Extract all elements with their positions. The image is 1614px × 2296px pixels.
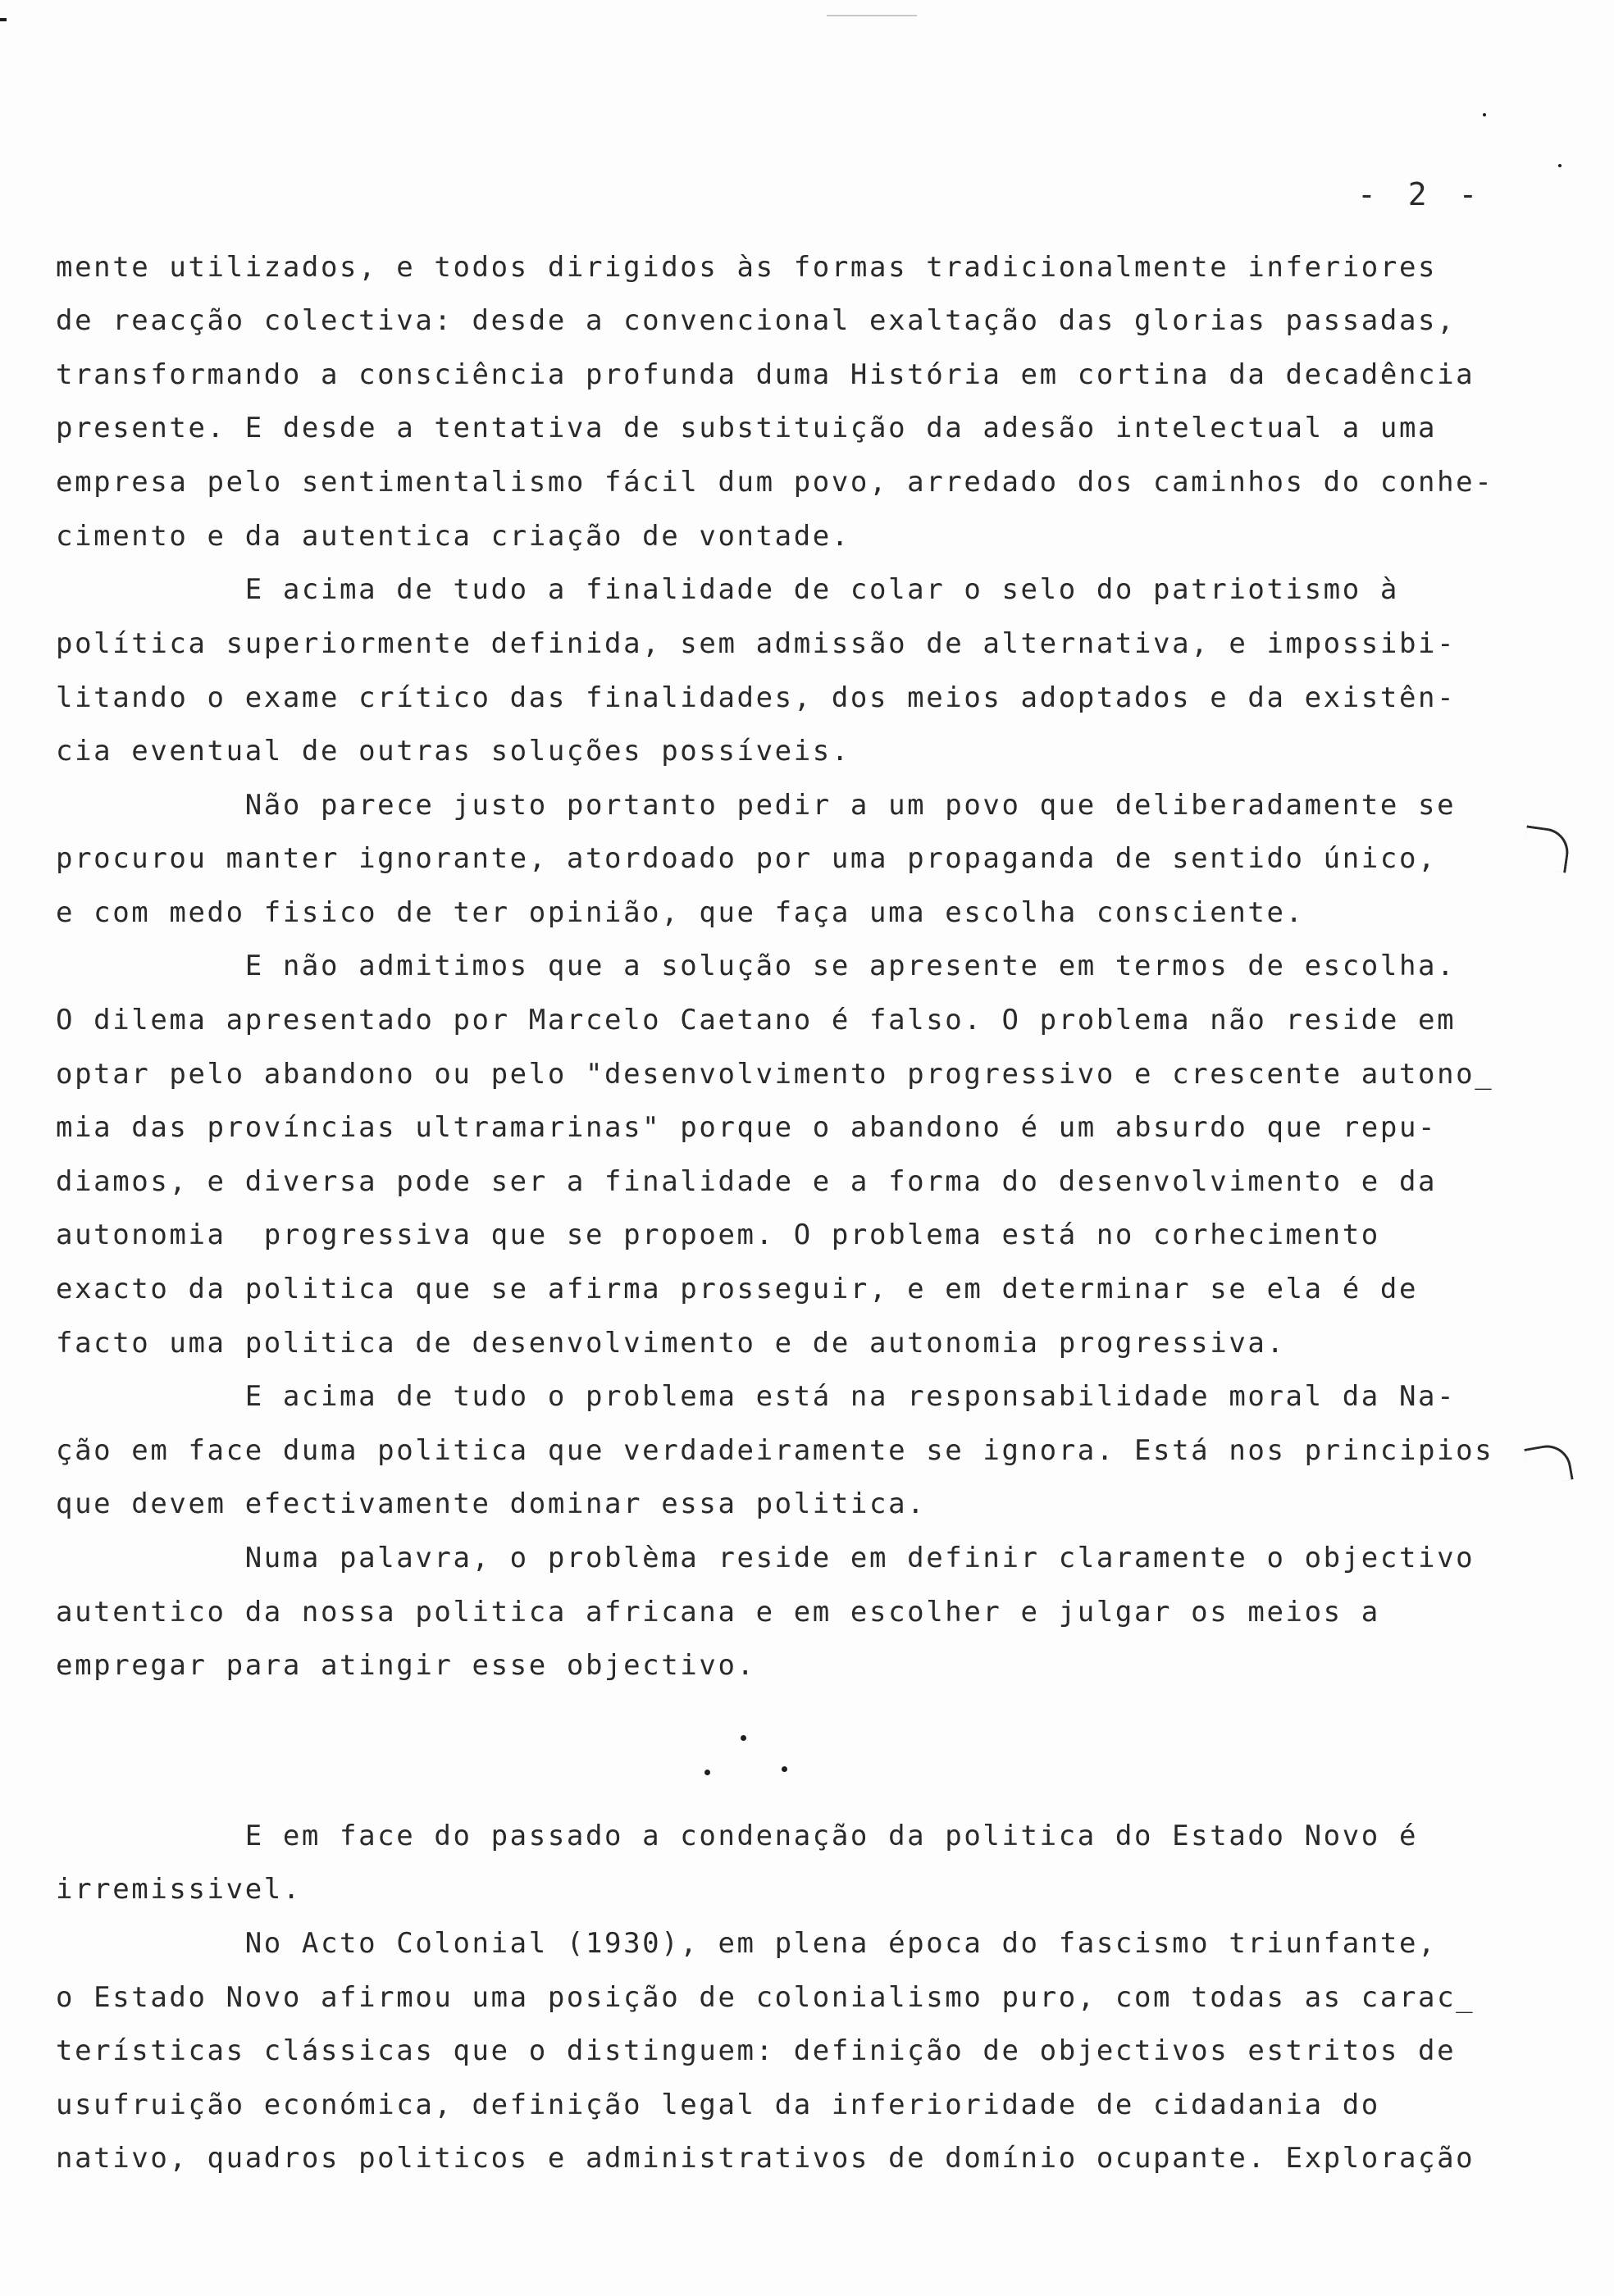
text-line: que devem efectivamente dominar essa politica. (56, 1487, 927, 1520)
text-line: Numa palavra, o problèma reside em definir claramente o objectivo (56, 1542, 1475, 1574)
text-line: empregar para atingir esse objectivo. (56, 1649, 756, 1682)
text-line: mia das províncias ultramarinas" porque o abandono é um absurdo que repu- (56, 1111, 1438, 1144)
scan-speck (1558, 164, 1562, 167)
text-line: ção em face duma politica que verdadeiramente se ignora. Está nos principios (56, 1434, 1494, 1467)
text-line: Não parece justo portanto pedir a um povo que deliberadamente se (56, 789, 1457, 822)
text-line: terísticas clássicas que o distinguem: definição de objectivos estritos de (56, 2034, 1457, 2067)
text-line: facto uma politica de desenvolvimento e de autonomia progressiva. (56, 1327, 1286, 1360)
scan-speck (1483, 113, 1486, 116)
text-line: irremissivel. (56, 1873, 302, 1906)
text-line: política superiormente definida, sem admissão de alternativa, e impossibi- (56, 627, 1457, 660)
margin-bracket-mark (1521, 825, 1572, 872)
text-line: transformando a consciência profunda duma História em cortina da decadência (56, 358, 1475, 391)
text-line: E não admitimos que a solução se apresente em termos de escolha. (56, 950, 1457, 982)
text-line: empresa pelo sentimentalismo fácil dum povo, arredado dos caminhos do conhe- (56, 466, 1494, 499)
text-line: e com medo fisico de ter opinião, que faça uma escolha consciente. (56, 896, 1305, 929)
text-line: usufruição económica, definição legal da inferioridade de cidadania do (56, 2089, 1380, 2121)
text-line: optar pelo abandono ou pelo "desenvolvimento progressivo e crescente autono_ (56, 1058, 1494, 1091)
text-line: procurou manter ignorante, atordoado por uma propaganda de sentido único, (56, 842, 1438, 875)
text-line: E acima de tudo a finalidade de colar o selo do patriotismo à (56, 573, 1399, 606)
text-line: de reacção colectiva: desde a convencional exaltação das glorias passadas, (56, 304, 1457, 337)
text-line: diamos, e diversa pode ser a finalidade e a forma do desenvolvimento e da (56, 1165, 1438, 1198)
text-line: E acima de tudo o problema está na responsabilidade moral da Na- (56, 1380, 1457, 1413)
page-number: - 2 - (1357, 176, 1484, 212)
text-line: O dilema apresentado por Marcelo Caetano é falso. O problema não reside em (56, 1004, 1457, 1036)
text-line: o Estado Novo afirmou uma posição de colonialismo puro, com todas as carac_ (56, 1981, 1475, 2014)
separator-dot (741, 1735, 746, 1741)
text-line: autonomia progressiva que se propoem. O problema está no corhecimento (56, 1219, 1380, 1251)
scan-speck (827, 15, 917, 16)
text-line: cia eventual de outras soluções possíveis. (56, 735, 850, 768)
scan-speck (0, 18, 7, 21)
text-line: presente. E desde a tentativa de substituição da adesão intelectual a uma (56, 412, 1438, 444)
separator-dot (704, 1770, 710, 1775)
separator-dot (782, 1766, 787, 1772)
text-line: mente utilizados, e todos dirigidos às formas tradicionalmente inferiores (56, 251, 1438, 284)
text-line: litando o exame crítico das finalidades, dos meios adoptados e da existên- (56, 681, 1457, 714)
text-line: exacto da politica que se afirma prosseguir, e em determinar se ela é de (56, 1273, 1419, 1305)
text-line: nativo, quadros politicos e administrativos de domínio ocupante. Exploração (56, 2142, 1475, 2175)
text-line: cimento e da autentica criação de vontade. (56, 520, 850, 553)
text-line: E em face do passado a condenação da politica do Estado Novo é (56, 1820, 1419, 1852)
text-line: No Acto Colonial (1930), em plena época do fascismo triunfante, (56, 1927, 1438, 1960)
text-line: autentico da nossa politica africana e em escolher e julgar os meios a (56, 1596, 1380, 1629)
margin-bracket-mark (1524, 1442, 1573, 1487)
